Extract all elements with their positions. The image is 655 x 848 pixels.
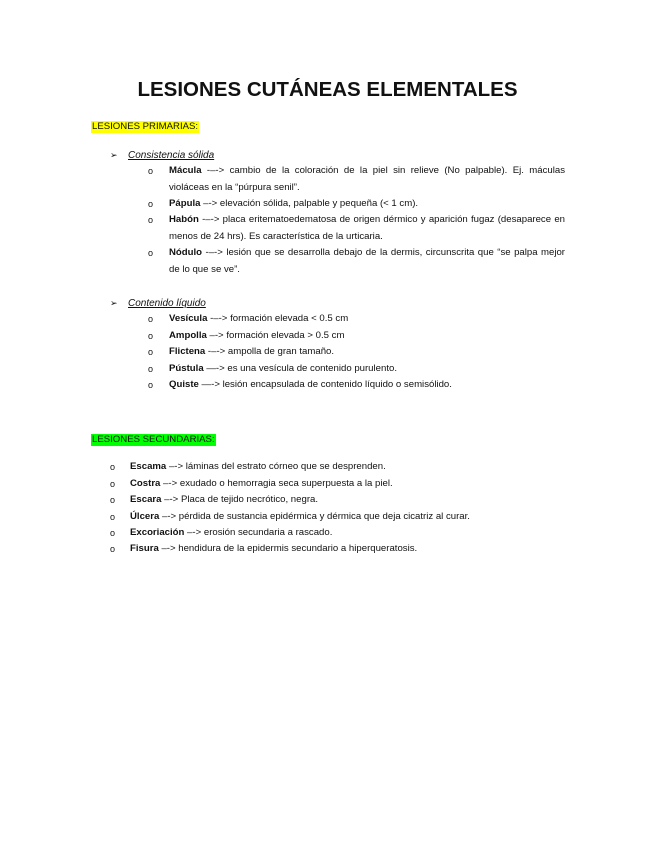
circle-bullet-icon: o <box>148 314 154 324</box>
circle-bullet-icon: o <box>148 215 154 225</box>
lesion-term: Costra <box>130 478 161 489</box>
lesion-term: Escama <box>130 461 167 472</box>
circle-bullet-icon: o <box>148 199 154 209</box>
lesion-term: Quiste <box>169 379 199 390</box>
lesion-description: –-> Placa de tejido necrótico, negra. <box>161 494 319 505</box>
lesion-term: Fisura <box>130 543 159 554</box>
circle-bullet-icon: o <box>148 380 154 390</box>
lesion-description: –-> elevación sólida, palpable y pequeña (< 1 cm). <box>200 198 419 209</box>
lesion-term: Pústula <box>169 363 204 374</box>
lesion-term: Ampolla <box>169 330 207 341</box>
lesion-term: Excoriación <box>130 527 185 538</box>
circle-bullet-icon: o <box>110 462 116 472</box>
lesion-description: -–-> ampolla de gran tamaño. <box>205 346 335 357</box>
lesion-description: -–-> lesión que se desarrolla debajo de la dermis, circunscrita que “se palpa mejor de lo que se ve”. <box>169 247 565 275</box>
lesion-description: –-> pérdida de sustancia epidérmica y dérmica que deja cicatriz al curar. <box>159 511 470 522</box>
lesion-description: -–-> placa eritematoedematosa de origen dérmico y aparición fugaz (desaparece en menos de 24 hrs). Es característica de la urticaria. <box>169 214 565 242</box>
circle-bullet-icon: o <box>110 495 116 505</box>
page-title: LESIONES CUTÁNEAS ELEMENTALES <box>137 78 518 101</box>
circle-bullet-icon: o <box>110 544 116 554</box>
lesion-term: Úlcera <box>130 511 160 522</box>
lesion-description: —-> es una vesícula de contenido purulento. <box>203 363 397 374</box>
lesion-description: –-> formación elevada > 0.5 cm <box>206 330 345 341</box>
subheading-liquid-label: Contenido líquido <box>128 298 206 309</box>
lesion-term: Pápula <box>169 198 201 209</box>
lesion-term: Vesícula <box>169 313 208 324</box>
subheading-solid-label: Consistencia sólida <box>128 150 215 161</box>
circle-bullet-icon: o <box>148 364 154 374</box>
circle-bullet-icon: o <box>148 331 154 341</box>
lesion-description: –-> exudado o hemorragia seca superpuesta a la piel. <box>160 478 393 489</box>
circle-bullet-icon: o <box>148 166 154 176</box>
lesion-term: Habón <box>169 214 199 225</box>
circle-bullet-icon: o <box>148 248 154 258</box>
lesion-description: —-> lesión encapsulada de contenido líquido o semisólido. <box>198 379 452 390</box>
primary-lesions-heading: LESIONES PRIMARIAS: <box>92 121 199 132</box>
subheading-liquid <box>110 296 206 311</box>
lesion-description: –-> láminas del estrato córneo que se desprenden. <box>166 461 386 472</box>
secondary-lesions-heading: LESIONES SECUNDARIAS: <box>92 434 215 445</box>
circle-bullet-icon: o <box>110 528 116 538</box>
lesion-term: Nódulo <box>169 247 203 258</box>
subheading-solid <box>110 148 214 163</box>
lesion-description: -–-> cambio de la coloración de la piel sin relieve (No palpable). Ej. máculas violáceas en la “púrpura senil”. <box>169 165 565 193</box>
lesion-description: –-> erosión secundaria a rascado. <box>184 527 333 538</box>
circle-bullet-icon: o <box>148 347 154 357</box>
lesion-term: Mácula <box>169 165 202 176</box>
arrow-bullet-icon: ➢ <box>110 150 118 160</box>
circle-bullet-icon: o <box>110 479 116 489</box>
arrow-bullet-icon: ➢ <box>110 298 118 308</box>
lesion-term: Flictena <box>169 346 206 357</box>
lesion-description: –-> hendidura de la epidermis secundario a hiperqueratosis. <box>158 543 418 554</box>
lesion-description: -–-> formación elevada < 0.5 cm <box>207 313 349 324</box>
circle-bullet-icon: o <box>110 512 116 522</box>
lesion-term: Escara <box>130 494 162 505</box>
